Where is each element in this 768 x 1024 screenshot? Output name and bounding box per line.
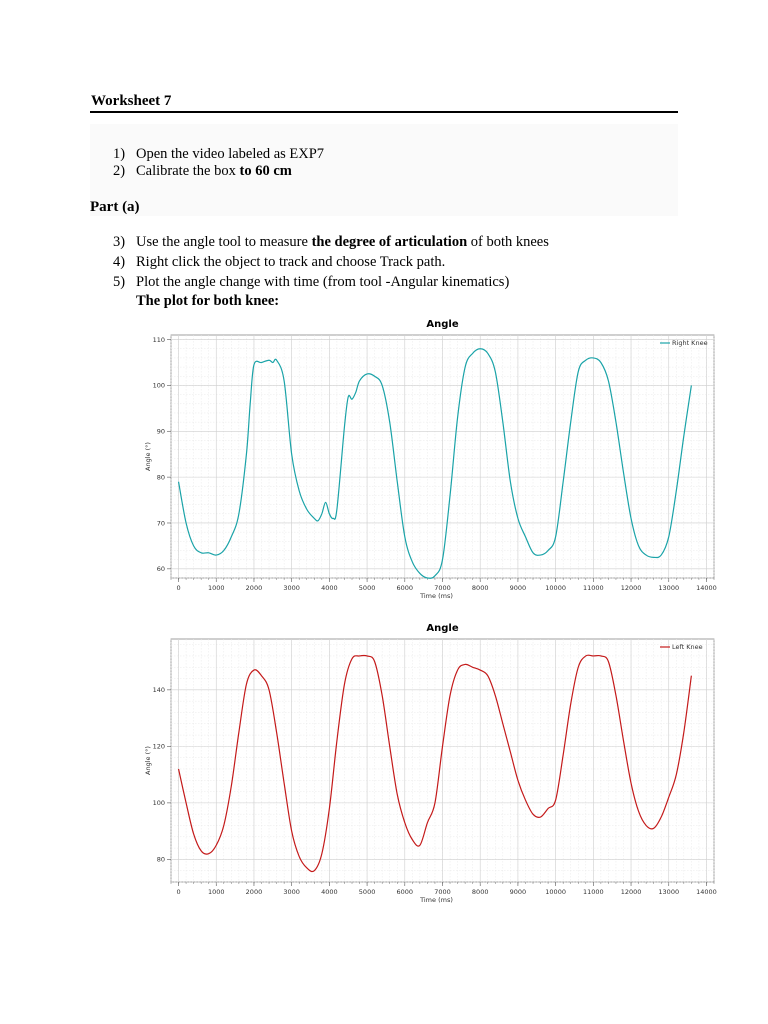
x-tick-label: 1000 xyxy=(207,584,225,592)
step-text-plain: Calibrate the box xyxy=(136,163,240,179)
x-tick-label: 8000 xyxy=(471,584,489,592)
x-axis-label: Time (ms) xyxy=(420,896,453,904)
step-text-post: of both knees xyxy=(467,234,549,250)
x-tick-label: 12000 xyxy=(620,584,642,592)
chart-right-knee xyxy=(140,312,730,612)
x-tick-label: 3000 xyxy=(283,584,300,592)
step-text-bold: to 60 cm xyxy=(239,163,292,179)
x-tick-label: 12000 xyxy=(620,888,642,896)
x-tick-label: 7000 xyxy=(434,584,451,592)
x-tick-label: 4000 xyxy=(321,584,338,592)
chart-title: Angle xyxy=(426,623,459,634)
x-tick-label: 13000 xyxy=(658,888,680,896)
chart-svg xyxy=(140,616,730,916)
x-tick-label: 2000 xyxy=(245,584,263,592)
x-tick-label: 14000 xyxy=(696,584,717,592)
x-tick-label: 5000 xyxy=(358,888,376,896)
y-axis-label: Angle (°) xyxy=(144,746,152,775)
chart-title: Angle xyxy=(426,319,459,330)
step-number: 1) xyxy=(113,146,126,162)
y-tick-label: 70 xyxy=(156,519,165,528)
step-text xyxy=(136,163,292,180)
step-text-bold: the degree of articulation xyxy=(311,234,468,250)
plot-caption: The plot for both knee: xyxy=(136,293,280,309)
y-tick-label: 80 xyxy=(156,473,165,482)
x-tick-label: 1000 xyxy=(207,888,225,896)
x-tick-label: 0 xyxy=(176,584,181,592)
y-tick-label: 80 xyxy=(156,855,165,864)
x-tick-label: 9000 xyxy=(509,888,527,896)
step-text: Right click the object to track and choose Track path. xyxy=(136,254,446,270)
x-tick-label: 6000 xyxy=(396,888,414,896)
x-tick-label: 6000 xyxy=(396,584,414,592)
x-tick-label: 0 xyxy=(176,888,181,896)
x-tick-label: 5000 xyxy=(358,584,376,592)
y-tick-label: 140 xyxy=(152,686,165,695)
x-tick-label: 7000 xyxy=(434,888,451,896)
step-text xyxy=(136,234,549,251)
x-tick-label: 2000 xyxy=(245,888,263,896)
x-tick-label: 3000 xyxy=(283,888,300,896)
chart-left-knee xyxy=(140,616,730,916)
step-number: 2) xyxy=(113,163,126,179)
x-tick-label: 13000 xyxy=(658,584,680,592)
x-tick-label: 4000 xyxy=(321,888,338,896)
step-text: Plot the angle change with time (from tool -Angular kinematics) xyxy=(136,274,510,290)
step-number: 5) xyxy=(113,274,126,290)
legend-label: Right Knee xyxy=(672,339,708,347)
y-tick-label: 60 xyxy=(156,565,165,574)
x-tick-label: 11000 xyxy=(582,888,604,896)
y-tick-label: 100 xyxy=(152,799,165,808)
step-text: Open the video labeled as EXP7 xyxy=(136,146,325,162)
y-tick-label: 120 xyxy=(152,742,165,751)
y-tick-label: 100 xyxy=(152,381,165,390)
x-tick-label: 9000 xyxy=(509,584,527,592)
chart-svg xyxy=(140,312,730,612)
step-text-pre: Use the angle tool to measure xyxy=(136,234,312,250)
x-axis-label: Time (ms) xyxy=(420,592,453,600)
legend-label: Left Knee xyxy=(672,643,703,651)
y-axis-label: Angle (°) xyxy=(144,442,152,471)
title-rule xyxy=(90,111,678,113)
x-tick-label: 11000 xyxy=(582,584,604,592)
step-number: 3) xyxy=(113,234,126,250)
part-a-heading: Part (a) xyxy=(90,199,140,215)
x-tick-label: 14000 xyxy=(696,888,717,896)
x-tick-label: 10000 xyxy=(545,888,566,896)
x-tick-label: 8000 xyxy=(471,888,489,896)
worksheet-title: Worksheet 7 xyxy=(91,93,172,109)
step-number: 4) xyxy=(113,254,126,270)
y-tick-label: 110 xyxy=(152,335,165,344)
y-tick-label: 90 xyxy=(156,427,165,436)
x-tick-label: 10000 xyxy=(545,584,566,592)
